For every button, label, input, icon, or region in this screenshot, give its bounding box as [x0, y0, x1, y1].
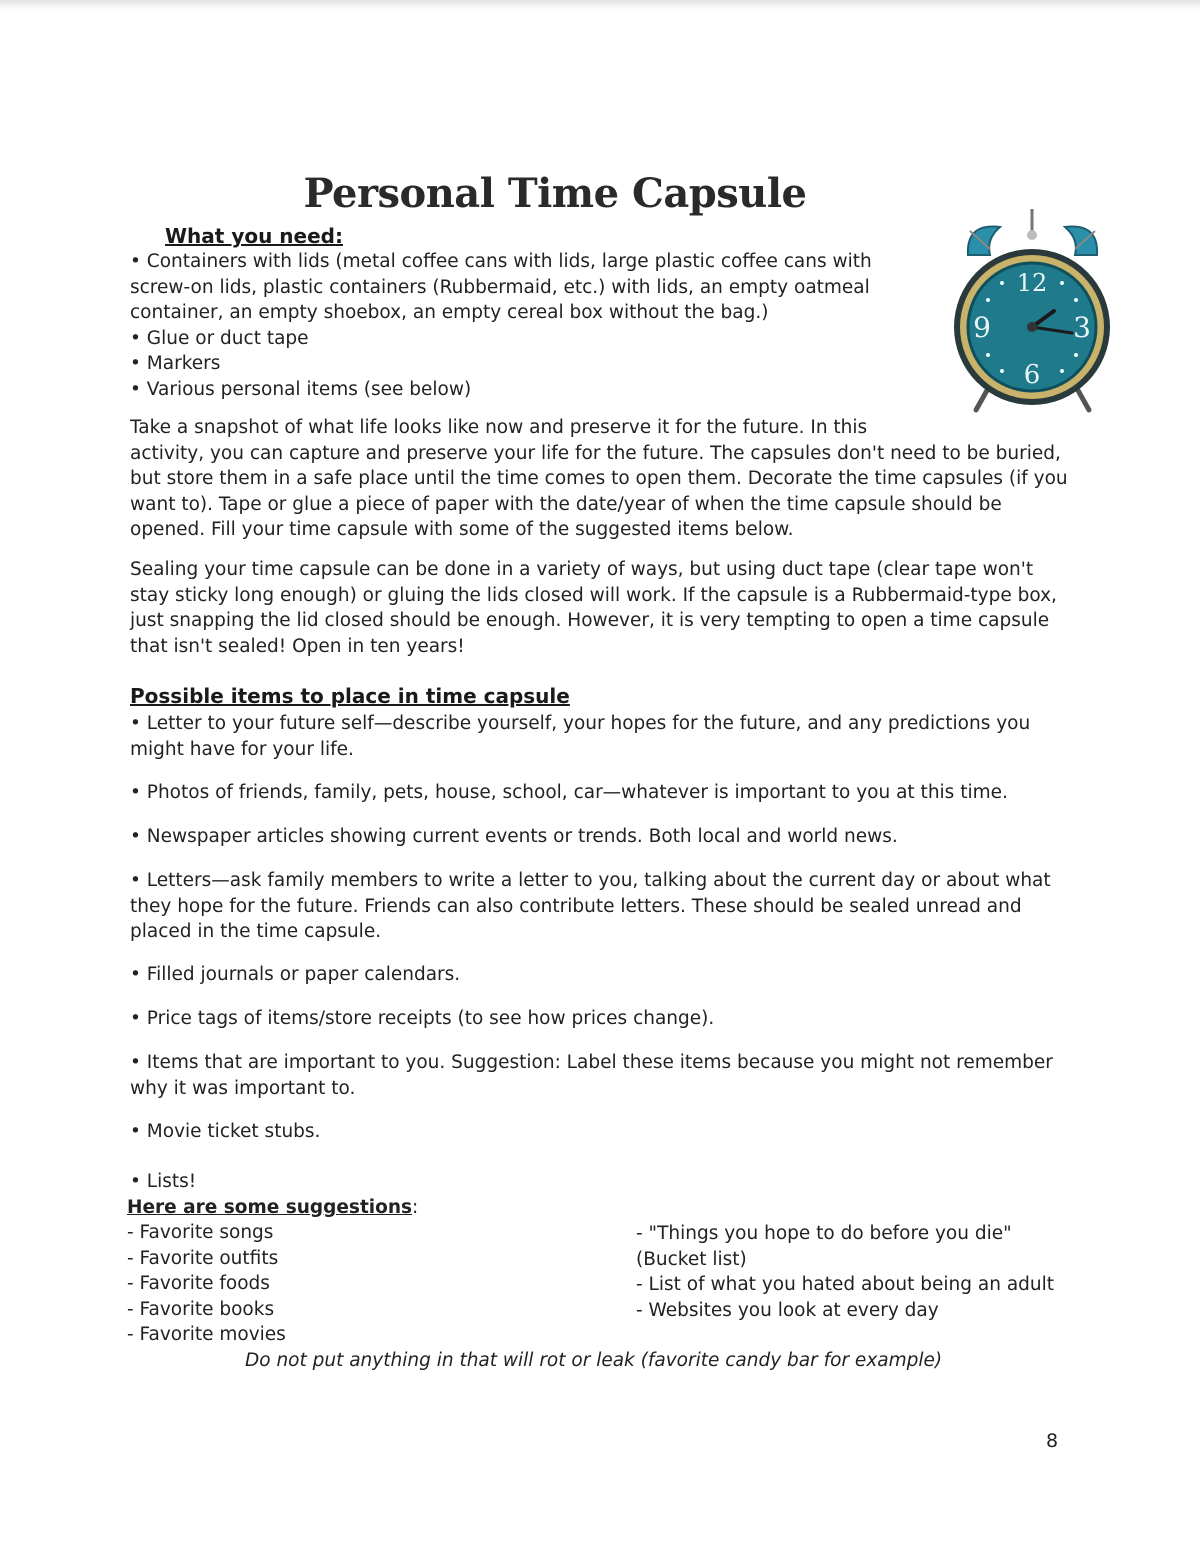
list-item: container, an empty shoebox, an empty cereal box without the bag.)	[130, 302, 769, 323]
item-line: • Price tags of items/store receipts (to see how prices change).	[130, 1008, 715, 1029]
possible-item	[130, 1169, 196, 1195]
item-line: • Photos of friends, family, pets, house, school, car—whatever is important to you at this time.	[130, 782, 1008, 803]
clock-numeral: 9	[973, 311, 991, 344]
what-you-need-list	[130, 249, 872, 402]
suggestion-item: - Favorite books	[127, 1298, 275, 1320]
page-number: 8	[1046, 1430, 1059, 1452]
paragraph-line: stay sticky long enough) or gluing the lids closed will work. If the capsule is a Rubbermaid-type box,	[130, 584, 1057, 606]
intro-paragraph	[130, 415, 1068, 543]
warning-note: Do not put anything in that will rot or leak (favorite candy bar for example)	[245, 1350, 943, 1371]
item-line: • Letter to your future self—describe yourself, your hopes for the future, and any predictions you	[130, 713, 1031, 734]
item-line: • Newspaper articles showing current events or trends. Both local and world news.	[130, 826, 898, 847]
suggestion-item: - Favorite movies	[127, 1324, 286, 1345]
possible-items-heading: Possible items to place in time capsule	[130, 684, 570, 708]
possible-item	[130, 824, 898, 850]
item-line: • Items that are important to you. Suggestion: Label these items because you might not remember	[130, 1052, 1053, 1073]
suggestion-item: - Favorite foods	[127, 1273, 270, 1294]
list-item: • Various personal items (see below)	[130, 378, 472, 400]
clock-numeral: 3	[1073, 311, 1091, 344]
possible-item	[130, 1050, 1053, 1101]
possible-item	[130, 962, 460, 988]
page-title: Personal Time Capsule	[303, 170, 807, 217]
item-line: placed in the time capsule.	[130, 921, 382, 942]
what-you-need-heading: What you need:	[165, 224, 343, 248]
list-item: • Glue or duct tape	[130, 327, 309, 349]
list-item: • Containers with lids (metal coffee cans with lids, large plastic coffee cans with	[130, 251, 872, 272]
suggestions-colon: :	[412, 1197, 419, 1218]
suggestions-heading: Here are some suggestions	[127, 1197, 413, 1218]
paragraph-line: opened. Fill your time capsule with some of the suggested items below.	[130, 519, 794, 540]
suggestion-item: - Websites you look at every day	[636, 1299, 939, 1321]
suggestion-item: - List of what you hated about being an adult	[636, 1274, 1055, 1295]
item-line: • Letters—ask family members to write a letter to you, talking about the current day or about what	[130, 870, 1051, 891]
possible-item	[130, 780, 1008, 806]
item-line: • Lists!	[130, 1171, 197, 1192]
list-item: screw-on lids, plastic containers (Rubbermaid, etc.) with lids, an empty oatmeal	[130, 276, 870, 298]
alarm-clock-icon	[950, 205, 1115, 420]
possible-item	[130, 711, 1030, 762]
list-item: • Markers	[130, 353, 221, 374]
paragraph-line: Sealing your time capsule can be done in a variety of ways, but using duct tape (clear tape won't	[130, 559, 1034, 580]
item-line: • Filled journals or paper calendars.	[130, 964, 461, 985]
paragraph-line: but store them in a safe place until the time comes to open them. Decorate the time capsules (if you	[130, 468, 1068, 489]
clock-numeral: 12	[1016, 269, 1048, 297]
paragraph-line: want to). Tape or glue a piece of paper with the date/year of when the time capsule should be	[130, 493, 1002, 515]
sealing-paragraph	[130, 557, 1057, 659]
suggestions-right-column	[636, 1221, 1054, 1323]
possible-item	[130, 1006, 714, 1032]
paragraph-line: Take a snapshot of what life looks like now and preserve it for the future. In this	[130, 417, 868, 438]
suggestion-item: - "Things you hope to do before you die"	[636, 1223, 1012, 1244]
item-line: why it was important to.	[130, 1077, 356, 1099]
item-line: might have for your life.	[130, 738, 354, 760]
clock-numeral: 6	[1023, 360, 1041, 390]
paragraph-line: just snapping the lid closed should be enough. However, it is very tempting to open a time capsule	[130, 610, 1050, 631]
suggestion-item: (Bucket list)	[636, 1248, 747, 1270]
paragraph-line: that isn't sealed! Open in ten years!	[130, 635, 465, 657]
item-line: they hope for the future. Friends can also contribute letters. These should be sealed unread and	[130, 895, 1022, 917]
possible-item	[130, 1119, 320, 1145]
suggestions-left-column	[127, 1220, 286, 1348]
scan-edge	[0, 0, 1200, 10]
suggestion-item: - Favorite songs	[127, 1222, 274, 1243]
suggestions-heading-row	[127, 1195, 418, 1221]
suggestion-item: - Favorite outfits	[127, 1247, 279, 1269]
paragraph-line: activity, you can capture and preserve your life for the future. The capsules don't need to be buried,	[130, 442, 1061, 464]
item-line: • Movie ticket stubs.	[130, 1121, 321, 1142]
possible-item	[130, 868, 1051, 945]
